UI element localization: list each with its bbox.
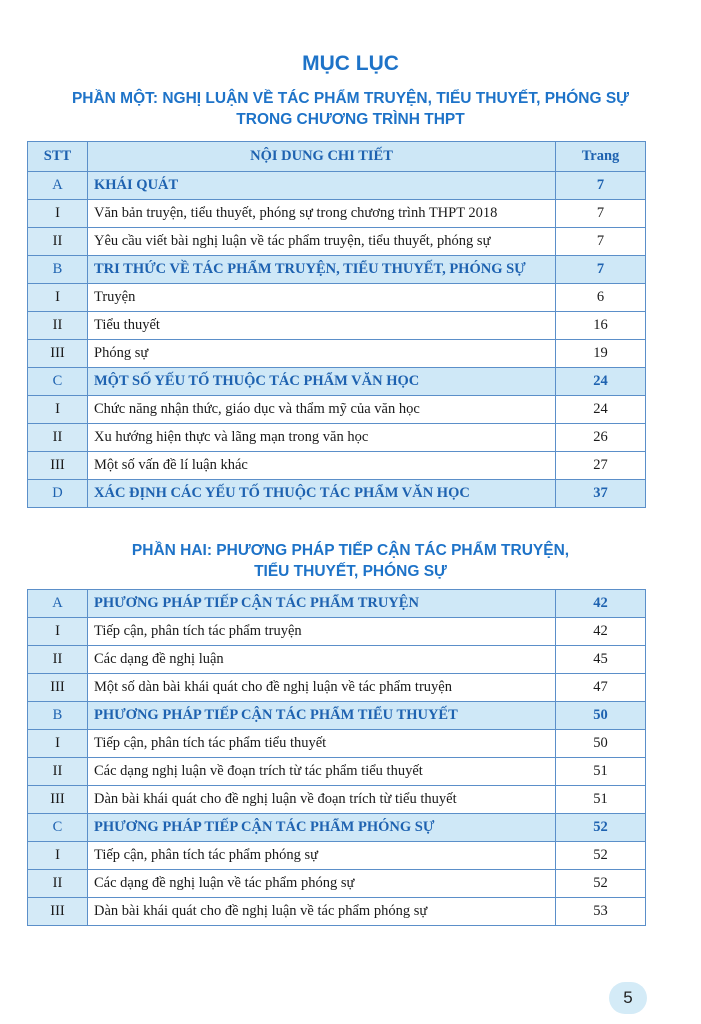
toc-page-cell: 26 (556, 424, 646, 452)
toc-content-cell: Dàn bài khái quát cho đề nghị luận về đoạn trích từ tiểu thuyết (88, 786, 556, 814)
toc-content-cell: Văn bản truyện, tiểu thuyết, phóng sự trong chương trình THPT 2018 (88, 200, 556, 228)
part-one-heading-line1: PHẦN MỘT: NGHỊ LUẬN VỀ TÁC PHẨM TRUYỆN, TIỂU THUYẾT, PHÓNG SỰ (71, 90, 630, 107)
toc-section-row (28, 256, 646, 284)
toc-section-row (28, 590, 646, 618)
toc-item-row (28, 870, 646, 898)
toc-item-row (28, 228, 646, 256)
toc-content-cell: MỘT SỐ YẾU TỐ THUỘC TÁC PHẨM VĂN HỌC (88, 368, 556, 396)
toc-stt-cell: II (28, 228, 88, 256)
toc-page-cell: 42 (556, 590, 646, 618)
toc-page-cell: 7 (556, 200, 646, 228)
toc-stt-cell: I (28, 842, 88, 870)
toc-content-cell: Một số vấn đề lí luận khác (88, 452, 556, 480)
toc-stt-cell: D (28, 480, 88, 508)
toc-stt-cell: I (28, 200, 88, 228)
toc-stt-cell: I (28, 730, 88, 758)
toc-content-cell: PHƯƠNG PHÁP TIẾP CẬN TÁC PHẨM TRUYỆN (88, 590, 556, 618)
toc-content-cell: Một số dàn bài khái quát cho đề nghị luận về tác phẩm truyện (88, 674, 556, 702)
toc-content-cell: Tiểu thuyết (88, 312, 556, 340)
toc-stt-cell: B (28, 702, 88, 730)
toc-content-cell: Phóng sự (88, 340, 556, 368)
part-two-heading-line2: TIỂU THUYẾT, PHÓNG SỰ (254, 563, 447, 580)
toc-content-cell: Tiếp cận, phân tích tác phẩm truyện (88, 618, 556, 646)
toc-item-row (28, 674, 646, 702)
toc-stt-cell: III (28, 452, 88, 480)
toc-section-row (28, 368, 646, 396)
toc-item-row (28, 758, 646, 786)
toc-stt-cell: C (28, 368, 88, 396)
toc-item-row (28, 452, 646, 480)
toc-page-cell: 50 (556, 730, 646, 758)
part-two-heading (0, 540, 701, 582)
toc-stt-cell: II (28, 646, 88, 674)
toc-page-cell: 52 (556, 842, 646, 870)
toc-item-row (28, 786, 646, 814)
header-page: Trang (556, 142, 646, 172)
part-one-heading-line2: TRONG CHƯƠNG TRÌNH THPT (236, 111, 465, 128)
toc-stt-cell: II (28, 312, 88, 340)
toc-item-row (28, 200, 646, 228)
toc-page-cell: 42 (556, 618, 646, 646)
part-one-heading (0, 88, 701, 130)
toc-section-row (28, 814, 646, 842)
toc-table-part-one (27, 141, 646, 508)
toc-page-cell: 53 (556, 898, 646, 926)
toc-content-cell: Xu hướng hiện thực và lãng mạn trong văn học (88, 424, 556, 452)
toc-page-cell: 7 (556, 172, 646, 200)
toc-item-row (28, 396, 646, 424)
toc-stt-cell: III (28, 340, 88, 368)
toc-page-cell: 47 (556, 674, 646, 702)
header-content: NỘI DUNG CHI TIẾT (88, 142, 556, 172)
toc-content-cell: PHƯƠNG PHÁP TIẾP CẬN TÁC PHẨM PHÓNG SỰ (88, 814, 556, 842)
toc-stt-cell: I (28, 284, 88, 312)
toc-stt-cell: III (28, 786, 88, 814)
toc-item-row (28, 730, 646, 758)
toc-content-cell: Các dạng đề nghị luận (88, 646, 556, 674)
toc-stt-cell: I (28, 618, 88, 646)
toc-page-cell: 51 (556, 758, 646, 786)
toc-content-cell: Yêu cầu viết bài nghị luận về tác phẩm truyện, tiểu thuyết, phóng sự (88, 228, 556, 256)
toc-item-row (28, 618, 646, 646)
toc-item-row (28, 424, 646, 452)
toc-page-cell: 52 (556, 870, 646, 898)
toc-item-row (28, 842, 646, 870)
toc-content-cell: Tiếp cận, phân tích tác phẩm phóng sự (88, 842, 556, 870)
toc-stt-cell: II (28, 424, 88, 452)
toc-page-cell: 52 (556, 814, 646, 842)
toc-stt-cell: A (28, 172, 88, 200)
toc-page-cell: 7 (556, 256, 646, 284)
page-number: 5 (609, 982, 647, 1014)
toc-stt-cell: III (28, 898, 88, 926)
toc-content-cell: XÁC ĐỊNH CÁC YẾU TỐ THUỘC TÁC PHẨM VĂN HỌC (88, 480, 556, 508)
toc-stt-cell: III (28, 674, 88, 702)
toc-content-cell: Các dạng đề nghị luận về tác phẩm phóng sự (88, 870, 556, 898)
toc-stt-cell: II (28, 758, 88, 786)
toc-stt-cell: C (28, 814, 88, 842)
toc-content-cell: Dàn bài khái quát cho đề nghị luận về tác phẩm phóng sự (88, 898, 556, 926)
toc-page-cell: 37 (556, 480, 646, 508)
toc-content-cell: PHƯƠNG PHÁP TIẾP CẬN TÁC PHẨM TIỂU THUYẾT (88, 702, 556, 730)
toc-content-cell: KHÁI QUÁT (88, 172, 556, 200)
toc-content-cell: Tiếp cận, phân tích tác phẩm tiểu thuyết (88, 730, 556, 758)
toc-item-row (28, 898, 646, 926)
toc-section-row (28, 702, 646, 730)
part-two-heading-line1: PHẦN HAI: PHƯƠNG PHÁP TIẾP CẬN TÁC PHẨM TRUYỆN, (131, 542, 570, 559)
toc-page-cell: 16 (556, 312, 646, 340)
toc-page-cell: 45 (556, 646, 646, 674)
toc-content-cell: TRI THỨC VỀ TÁC PHẨM TRUYỆN, TIỂU THUYẾT, PHÓNG SỰ (88, 256, 556, 284)
toc-content-cell: Các dạng nghị luận về đoạn trích từ tác phẩm tiểu thuyết (88, 758, 556, 786)
toc-stt-cell: B (28, 256, 88, 284)
toc-table-part-two (27, 589, 646, 926)
toc-page-cell: 50 (556, 702, 646, 730)
toc-page-cell: 24 (556, 368, 646, 396)
toc-item-row (28, 340, 646, 368)
toc-stt-cell: II (28, 870, 88, 898)
toc-item-row (28, 284, 646, 312)
toc-section-row (28, 480, 646, 508)
toc-item-row (28, 312, 646, 340)
toc-item-row (28, 646, 646, 674)
toc-content-cell: Truyện (88, 284, 556, 312)
toc-stt-cell: I (28, 396, 88, 424)
toc-stt-cell: A (28, 590, 88, 618)
toc-page-cell: 24 (556, 396, 646, 424)
table-header-row (28, 142, 646, 172)
toc-page-cell: 27 (556, 452, 646, 480)
toc-page-cell: 6 (556, 284, 646, 312)
toc-page-cell: 51 (556, 786, 646, 814)
header-stt: STT (28, 142, 88, 172)
toc-section-row (28, 172, 646, 200)
toc-content-cell: Chức năng nhận thức, giáo dục và thẩm mỹ của văn học (88, 396, 556, 424)
toc-page-cell: 19 (556, 340, 646, 368)
toc-page-cell: 7 (556, 228, 646, 256)
page-title: MỤC LỤC (302, 52, 399, 75)
